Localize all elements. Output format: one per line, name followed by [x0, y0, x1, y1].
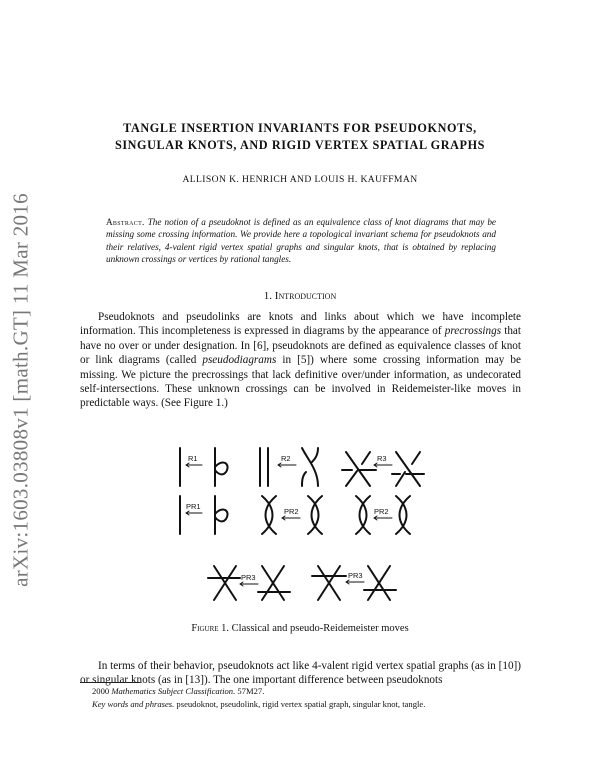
abstract-text: The notion of a pseudoknot is defined as an equivalence class of knot diagrams that may be missing some crossing information. We provide here a topological invariant schema for pseudoknots and their relatives, 4-valent rigid vertex spatial graphs and singular knots, that is obtained by replacing unknown crossings or vertices by rational tangles.: [106, 217, 496, 265]
section-title: Introduction: [274, 290, 337, 302]
body-paragraph-2: In terms of their behavior, pseudoknots act like 4-valent rigid vertex spatial graphs (as in [10]) or singular knots (as in [13]). The one important difference between pseudoknots: [80, 660, 521, 687]
move-pr2-diagram-2: [356, 496, 410, 534]
move-pr1-diagram: [180, 496, 228, 534]
move-pr2-diagram-1: [262, 496, 322, 534]
msc-label: Mathematics Subject Classification.: [111, 686, 236, 696]
keywords-text: pseudoknot, pseudolink, rigid vertex spatial graph, singular knot, tangle.: [174, 699, 426, 709]
footnote-rule: [80, 682, 140, 683]
move-label-pr2-2: PR2: [374, 507, 389, 516]
move-r3-diagram: [342, 452, 424, 486]
title-line-2: SINGULAR KNOTS, AND RIGID VERTEX SPATIAL GRAPHS: [114, 138, 486, 152]
figure-caption-label: Figure 1.: [191, 623, 230, 634]
intro-text-1: Pseudoknots and pseudolinks are knots and links about which we have incomplete information. This incompleteness is expressed in diagrams by the appearance of: [80, 311, 521, 338]
footnote-keywords: [80, 698, 540, 710]
move-label-r1: R1: [188, 454, 198, 463]
intro-term-pseudodiagrams: pseudodiagrams: [202, 354, 277, 367]
move-label-r3: R3: [377, 454, 387, 463]
move-r1-diagram: [180, 448, 228, 486]
arxiv-id-text: arXiv:1603.03808v1 [math.GT] 11 Mar 2016: [8, 193, 33, 587]
footnote-msc: [80, 685, 540, 697]
move-label-r2: R2: [281, 454, 291, 463]
move-label-pr3-2: PR3: [348, 571, 363, 580]
figure-caption: [60, 623, 540, 634]
intro-term-precrossings: precrossings: [444, 325, 502, 338]
title-line-1: TANGLE INSERTION INVARIANTS FOR PSEUDOKNOTS,: [123, 121, 477, 135]
move-r2-diagram: [260, 448, 318, 486]
authors: ALLISON K. HENRICH AND LOUIS H. KAUFFMAN: [182, 174, 418, 185]
msc-year: 2000: [92, 686, 112, 696]
figure-caption-text: Classical and pseudo-Reidemeister moves: [231, 623, 409, 634]
intro-text-3: in [5]) where some crossing information may be missing. We picture the precrossings that lack definitive over/under information, as undecorated self-intersections. These unknown crossings can be involved in Reidemeister-like moves in predictable ways. (See Figure 1.): [80, 354, 521, 410]
keywords-label: Key words and phrases.: [92, 699, 175, 709]
move-pr3-diagram-2: [312, 566, 396, 600]
abstract-label: Abstract.: [106, 217, 145, 227]
section-number: 1.: [263, 290, 273, 302]
move-label-pr3-1: PR3: [241, 573, 256, 582]
move-label-pr1: PR1: [186, 502, 201, 511]
msc-code: 57M27.: [235, 686, 265, 696]
intro-text-2: that have no over or under designation. In [6], pseudoknots are defined as equivalence classes of knot or link diagrams (called: [80, 325, 522, 367]
move-label-pr2-1: PR2: [284, 507, 299, 516]
move-pr3-diagram-1: [208, 566, 290, 600]
